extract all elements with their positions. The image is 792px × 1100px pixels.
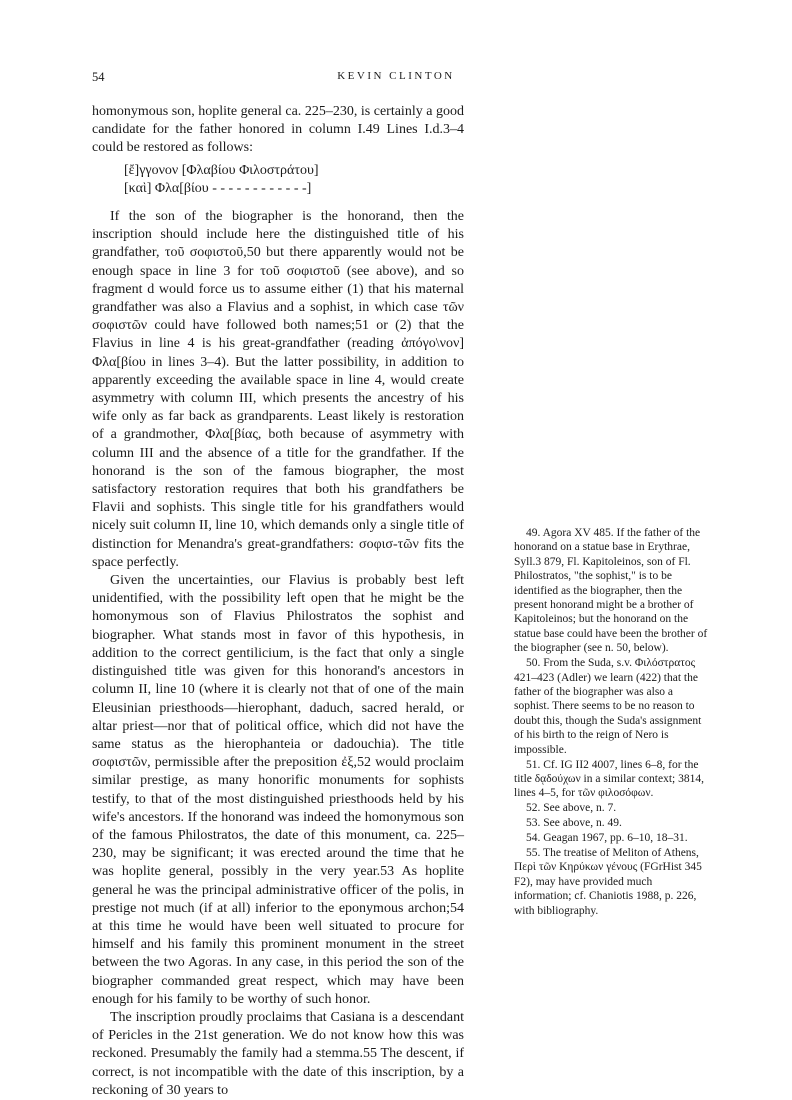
footnote-52: 52. See above, n. 7. — [526, 802, 617, 815]
footnote-53: 53. See above, n. 49. — [526, 817, 622, 830]
paragraph-2: If the son of the biographer is the honorand, then the inscription should include here the distinguished title of his grandfather, τοῦ σοφιστοῦ,50 but there apparently would not be enough space in line 3 for τοῦ σοφιστοῦ (see above), and so fragment d would force us to assume either (1) that his maternal grandfather was also a Flavius and a sophist, in which case τῶν σοφιστῶν could have followed both names;51 or (2) that the Flavius in line 4 is his great-grandfather (reading ἀπόγο\νον] Φλα[βίου in lines 3–4). But the latter possibility, in addition to apparently exceeding the available space in line 4, would create asymmetry with column III, which presents the ancestry of his wife only as far back as grandparents. Least likely is restoration of a grandmother, Φλα[βίας, both because of asymmetry with column III and the absence of a title for the grandfather. If the honorand is the son of the famous biographer, the most satisfactory restoration requires that both his grandfathers be Flavii and sophists. This single title for his grandfathers would nicely suit column II, line 10, which demands only a single title of distinction for Menandra's great-grandfathers: σοφισ-τῶν fits the space perfectly. — [92, 209, 464, 570]
quote-line-2: [καὶ] Φλα[βίου - - - - - - - - - - - -] — [124, 180, 312, 196]
quote-line-1: [ἔ]γγονον [Φλαβίου Φιλοστράτου] — [124, 162, 319, 178]
paragraph-4: The inscription proudly proclaims that Casiana is a descendant of Pericles in the 21st generation. We do not know how this was reckoned. Presumably the family had a stemma.55 The descent, if correct, is not incompatible with the date of this inscription, by a reckoning of 30 years to — [92, 1009, 464, 1098]
paragraph-1: homonymous son, hoplite general ca. 225–230, is certainly a good candidate for the father honored in column I.49 Lines I.d.3–4 could be restored as follows: — [92, 104, 464, 156]
main-text-column — [92, 103, 464, 1100]
footnote-55: 55. The treatise of Meliton of Athens, Περὶ τῶν Κηρύκων γένους (FGrHist 345 F2), may have provided much information; cf. Chaniotis 1988, p. 226, with bibliography. — [514, 846, 702, 917]
page-header — [92, 70, 700, 88]
footnote-54: 54. Geagan 1967, pp. 6–10, 18–31. — [526, 832, 688, 845]
footnote-50: 50. From the Suda, s.v. Φιλόστρατος 421–423 (Adler) we learn (422) that the father of the biographer was also a sophist. There seems to be no reason to doubt this, though the Suda's assignment of his birth to the reign of Nero is impossible. — [514, 657, 702, 756]
page-number: 54 — [92, 70, 105, 84]
footnote-51: 51. Cf. IG II2 4007, lines 6–8, for the title δᾳδούχων in a similar context; 3814, lines 4–5, for τῶν φιλοσόφων. — [514, 758, 704, 800]
running-head: KEVIN CLINTON — [337, 70, 455, 82]
paragraph-3: Given the uncertainties, our Flavius is probably best left unidentified, with the possibility left open that he might be the homonymous son of Flavius Philostratos the sophist and biographer. What stands most in favor of this hypothesis, in addition to the correct gentilicium, is the fact that only a single distinguished title was given for this honorand's ancestors in column II, line 10 (where it is clearly not that of one of the main Eleusinian priesthoods—hierophant, daduch, sacred herald, or altar priest—nor that of political office, which did not have the same status as the hierophanteia or dadouchia). The title σοφιστῶν, permissible after the preposition ἐξ,52 would proclaim similar prestige, as many honorific monuments for sophists testify, to that of the most distinguished priesthoods held by his wife's ancestors. If the honorand was indeed the homonymous son of the famous Philostratos, the date of this monument, ca. 225–230, may be significant; it was erected around the time that he was hoplite general, possibly in the very year.53 As hoplite general he was the principal administrative officer of the polis, in prestige not much (if at all) inferior to the eponymous archon;54 at this time he would have been well situated to procure for himself and his family this prominent monument in the street between the two Agoras. In any case, in this period the son of the biographer commanded great respect, which may have been enough for his family to be worthy of such honor. — [92, 573, 464, 1007]
footnotes-column — [514, 526, 708, 918]
footnote-49: 49. Agora XV 485. If the father of the honorand on a statue base in Erythrae, Syll.3 879, Fl. Kapitoleinos, son of Fl. Philostratos, "the sophist," is to be identified as the biographer, then the present honorand might be a brother of Kapitoleinos; but the honorand on the statue base could have been the brother of the biographer (see n. 50, below). — [514, 527, 708, 655]
restoration-quote — [124, 162, 464, 198]
